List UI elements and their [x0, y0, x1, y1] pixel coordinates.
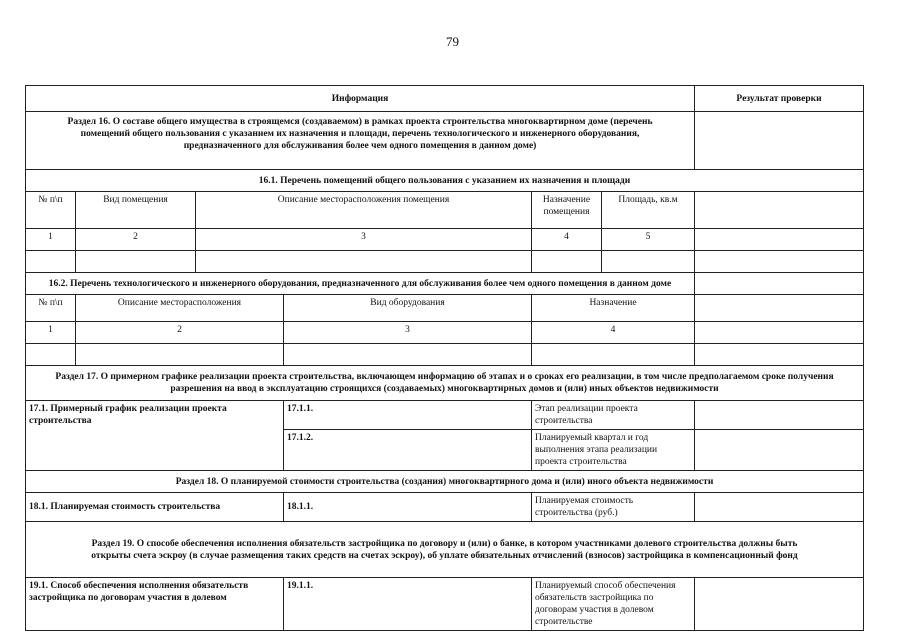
subsection-16-1-title: 16.1. Перечень помещений общего пользования с указанием их назначения и площади [26, 170, 864, 192]
item-code: 18.1.1. [284, 493, 532, 522]
number-cell: 1 [26, 229, 76, 251]
result-cell[interactable] [695, 401, 864, 430]
subsection-16-2-title: 16.2. Перечень технологического и инженерного оборудования, предназначенного для обслуживания более чем одного помещения в данном доме [26, 273, 695, 295]
result-cell[interactable] [695, 430, 864, 471]
item-text: Планируемый способ обеспечения обязательств застройщика по договорам участия в долевом строительстве [532, 578, 695, 631]
col-purpose: Назначение помещения [532, 192, 602, 229]
result-cell [695, 112, 864, 170]
result-cell[interactable] [695, 578, 864, 631]
empty-cell[interactable] [76, 251, 196, 273]
table-16-2-header-row [26, 295, 864, 322]
result-cell[interactable] [695, 251, 864, 273]
section-16-title: Раздел 16. О составе общего имущества в строящемся (создаваемом) в рамках проекта строительства многоквартирном доме (перечень помещений общего пользования с указанием их назначения и площади, перечень технологического и инженерного оборудования, предназначенного для обслуживания более чем одного помещения в данном доме) [26, 112, 695, 170]
table-16-1-numbers-row [26, 229, 864, 251]
row-19-1-1 [26, 578, 864, 631]
result-cell[interactable] [695, 493, 864, 522]
table-16-1-empty-row [26, 251, 864, 273]
item-code: 17.1.1. [284, 401, 532, 430]
section-18-title: Раздел 18. О планируемой стоимости строительства (создания) многоквартирного дома и (или) иного объекта недвижимости [26, 471, 864, 493]
table-16-2-numbers-row [26, 322, 864, 344]
info-column-header: Информация [26, 86, 695, 112]
result-cell [695, 273, 864, 295]
number-cell: 1 [26, 322, 76, 344]
col-equipment-type: Вид оборудования [284, 295, 532, 322]
table-header-row [26, 86, 864, 112]
empty-cell[interactable] [532, 344, 695, 366]
empty-cell[interactable] [76, 344, 284, 366]
row-18-1-1 [26, 493, 864, 522]
col-room-type: Вид помещения [76, 192, 196, 229]
section-19-title: Раздел 19. О способе обеспечения исполнения обязательств застройщика по договору и (или) о банке, в котором участниками долевого строительства должны быть открыты счета эскроу (в случае размещения таких средств на счетах эскроу), об уплате обязательных отчислений (взносов) застройщика в компенсационный фонд [26, 522, 864, 578]
table-16-2-empty-row [26, 344, 864, 366]
col-number: № п\п [26, 295, 76, 322]
number-cell: 3 [196, 229, 532, 251]
table-16-1-header-row [26, 192, 864, 229]
result-cell [695, 229, 864, 251]
section-19-row [26, 522, 864, 578]
page-number: 79 [446, 34, 459, 49]
empty-cell[interactable] [602, 251, 695, 273]
col-number: № п\п [26, 192, 76, 229]
number-cell: 4 [532, 322, 695, 344]
number-cell: 4 [532, 229, 602, 251]
col-area: Площадь, кв.м [602, 192, 695, 229]
item-text: Этап реализации проекта строительства [532, 401, 695, 430]
empty-cell[interactable] [196, 251, 532, 273]
subsection-16-2-row [26, 273, 864, 295]
section-16-row [26, 112, 864, 170]
row-17-1-1 [26, 401, 864, 430]
item-text: Планируемый квартал и год выполнения этапа реализации проекта строительства [532, 430, 695, 471]
result-cell[interactable] [695, 344, 864, 366]
number-cell: 2 [76, 322, 284, 344]
empty-cell[interactable] [284, 344, 532, 366]
disclosure-table [25, 85, 864, 631]
result-cell [695, 192, 864, 229]
section-17-title: Раздел 17. О примерном графике реализации проекта строительства, включающем информацию об этапах и о сроках его реализации, в том числе предполагаемом сроке получения разрешения на ввод в эксплуатацию строящихся (создаваемых) многоквартирных домов и (или) иных объектов недвижимости [26, 366, 864, 401]
empty-cell[interactable] [532, 251, 602, 273]
result-cell [695, 295, 864, 322]
section-18-row [26, 471, 864, 493]
section-19-1-label: 19.1. Способ обеспечения исполнения обязательств застройщика по договорам участия в долевом [26, 578, 284, 631]
result-column-header: Результат проверки [695, 86, 864, 112]
number-cell: 3 [284, 322, 532, 344]
number-cell: 2 [76, 229, 196, 251]
section-17-1-label: 17.1. Примерный график реализации проекта строительства [26, 401, 284, 471]
number-cell: 5 [602, 229, 695, 251]
item-text: Планируемая стоимость строительства (руб.) [532, 493, 695, 522]
result-cell [695, 322, 864, 344]
empty-cell[interactable] [26, 344, 76, 366]
subsection-16-1-row [26, 170, 864, 192]
empty-cell[interactable] [26, 251, 76, 273]
col-location: Описание месторасположения [76, 295, 284, 322]
item-code: 19.1.1. [284, 578, 532, 631]
section-17-row [26, 366, 864, 401]
col-purpose: Назначение [532, 295, 695, 322]
section-18-1-label: 18.1. Планируемая стоимость строительства [26, 493, 284, 522]
col-location: Описание месторасположения помещения [196, 192, 532, 229]
item-code: 17.1.2. [284, 430, 532, 471]
